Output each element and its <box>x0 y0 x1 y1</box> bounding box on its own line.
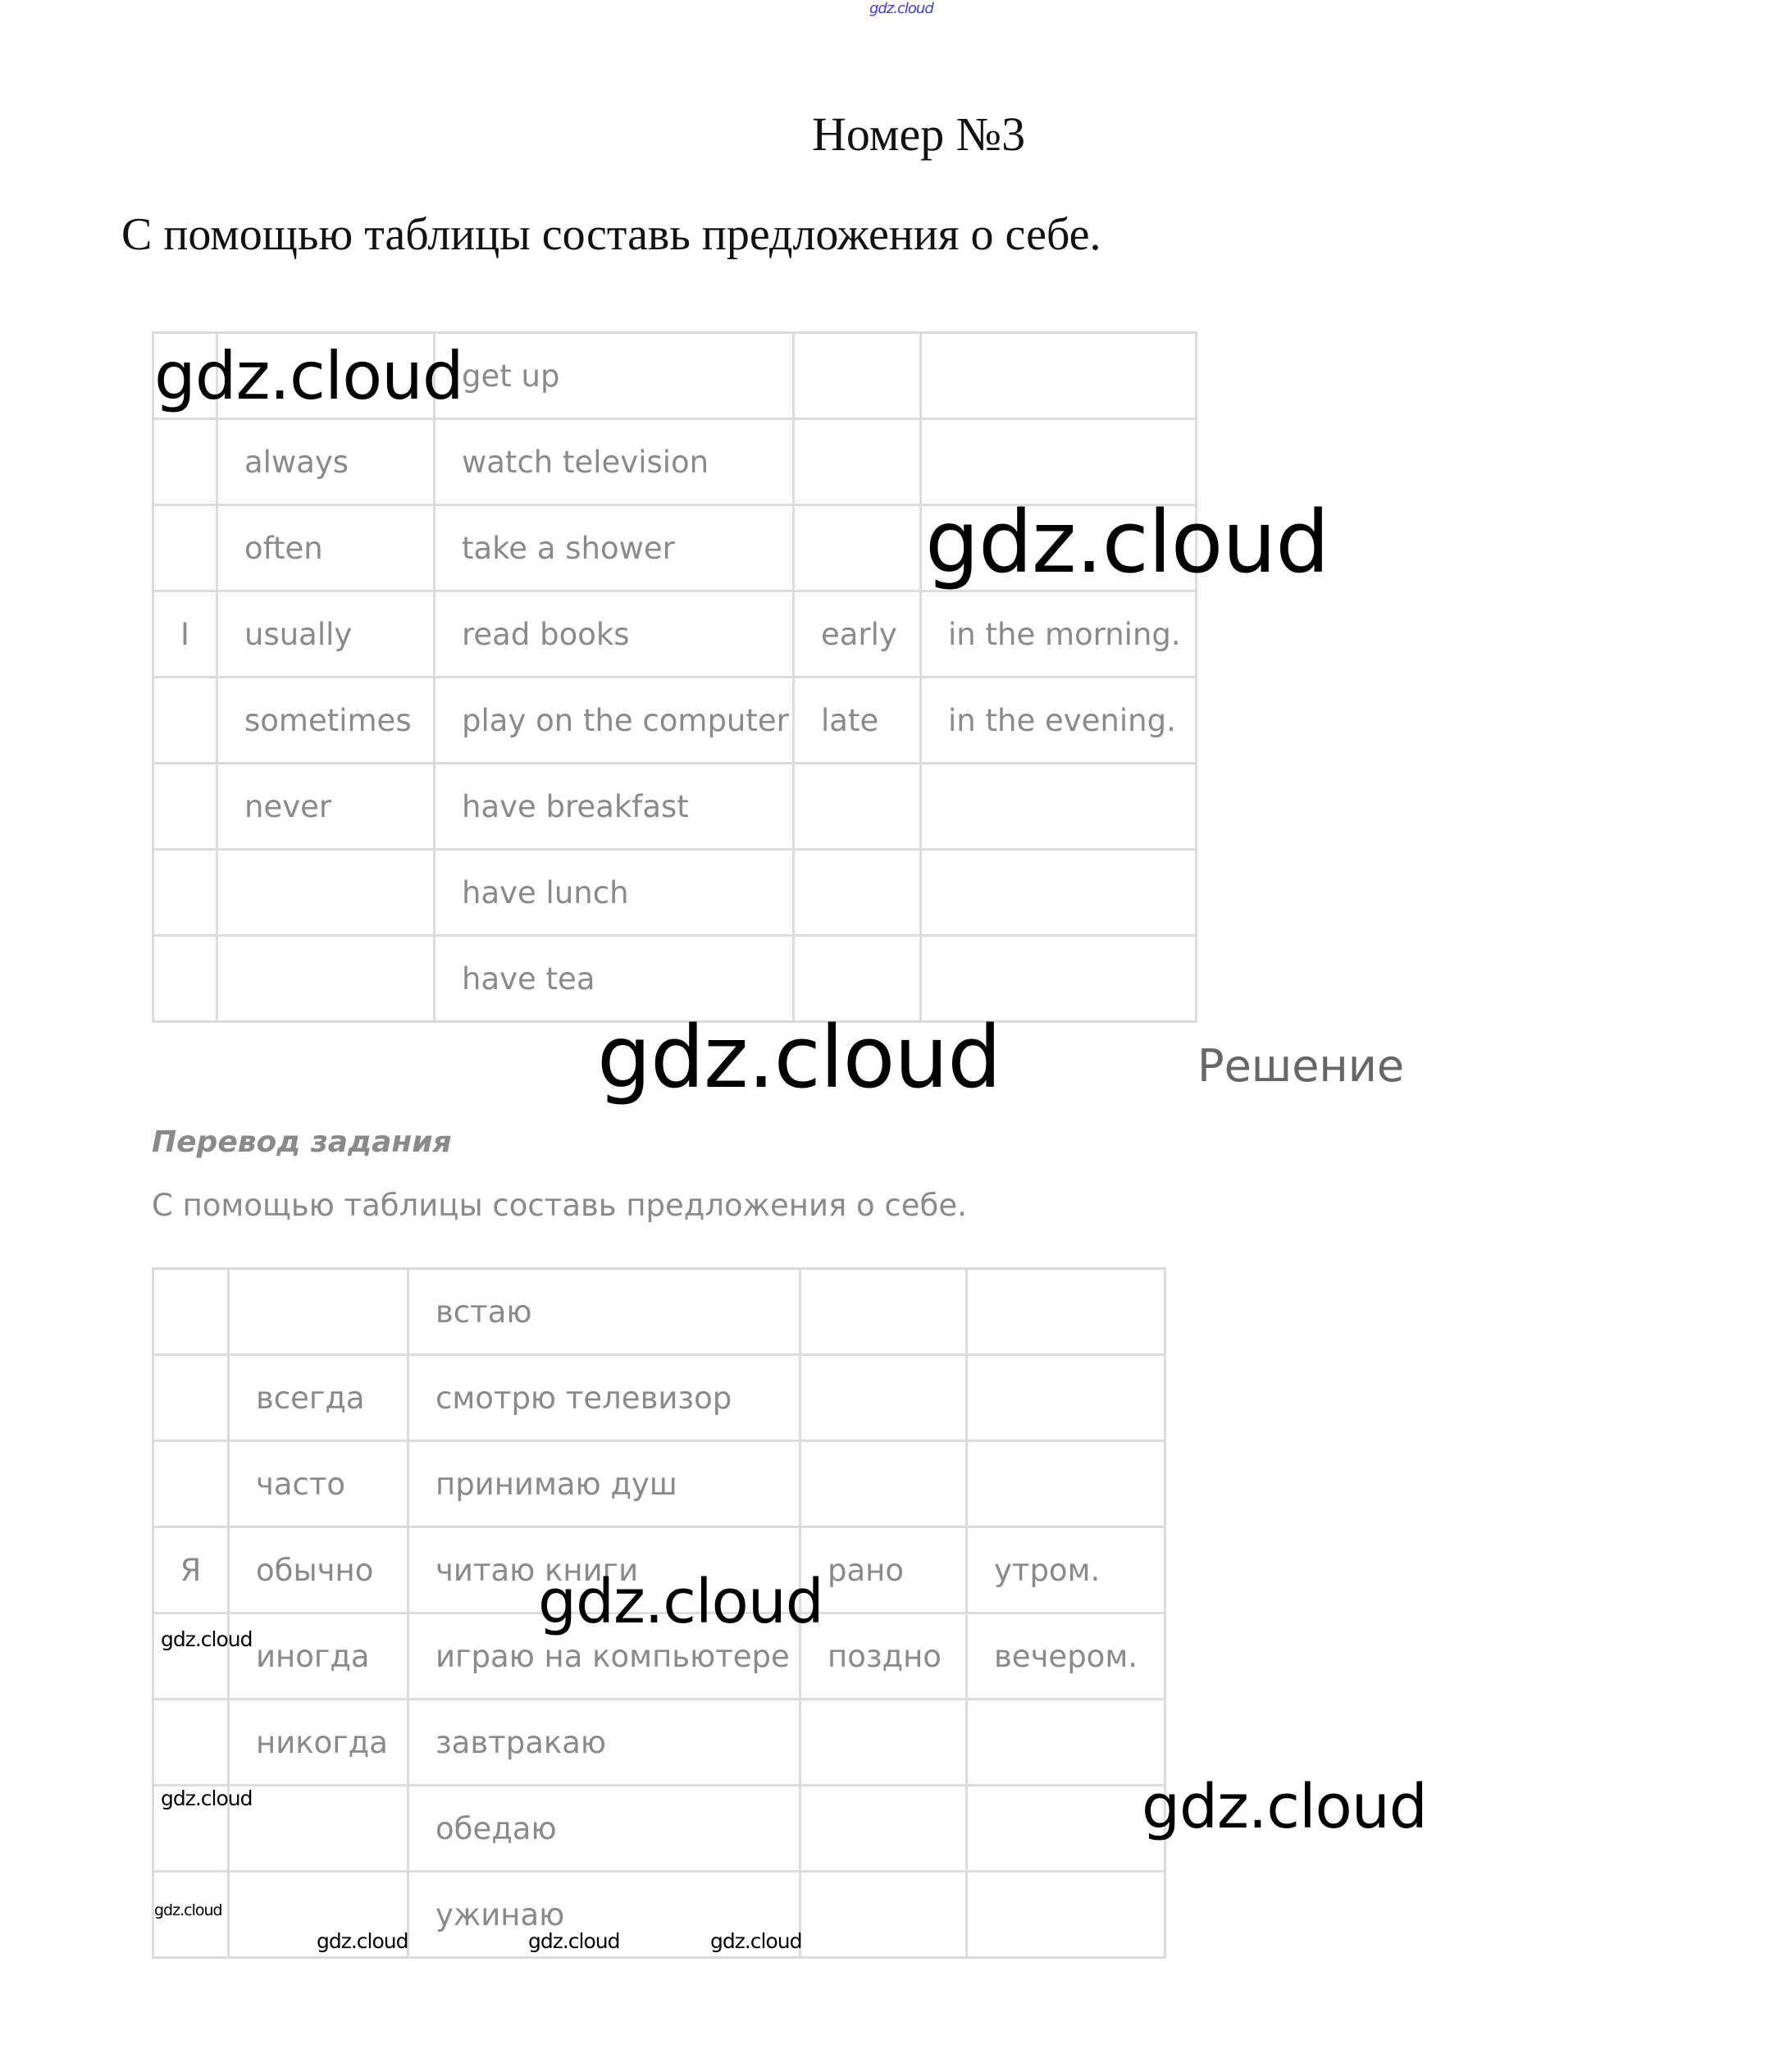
table-cell: встаю <box>408 1269 800 1355</box>
table-cell <box>967 1786 1165 1872</box>
table-cell <box>967 1269 1165 1355</box>
table-row <box>153 1786 1165 1872</box>
table-cell: обычно <box>229 1527 408 1613</box>
table-cell: early <box>794 591 921 678</box>
table-row <box>153 850 1197 936</box>
table-cell: играю на компьютере <box>408 1613 800 1700</box>
watermark-text: gdz.cloud <box>597 1007 1001 1107</box>
english-table <box>152 331 1197 1023</box>
table-cell <box>794 850 921 936</box>
translation-heading: Перевод задания <box>152 1125 452 1159</box>
watermark-text: gdz.cloud <box>317 1929 408 1953</box>
table-cell <box>153 764 217 850</box>
table-cell: Я <box>153 1527 229 1613</box>
table-row <box>153 764 1197 850</box>
table-cell <box>967 1355 1165 1441</box>
watermark-text: gdz.cloud <box>528 1929 620 1953</box>
table-cell <box>153 1613 229 1700</box>
table-cell <box>153 1269 229 1355</box>
header-watermark: gdz.cloud <box>869 0 933 17</box>
table-cell: поздно <box>800 1613 967 1700</box>
table-cell <box>153 678 217 764</box>
table-cell <box>794 505 921 591</box>
translation-text: С помощью таблицы составь предложения о себе. <box>152 1188 967 1223</box>
table-cell: have tea <box>435 936 794 1022</box>
table-cell: late <box>794 678 921 764</box>
table-cell: always <box>217 419 435 505</box>
table-cell: play on the computer <box>435 678 794 764</box>
watermark-text: gdz.cloud <box>538 1567 823 1637</box>
table-cell <box>794 419 921 505</box>
table-cell <box>967 1700 1165 1786</box>
table-cell <box>800 1441 967 1527</box>
table-cell <box>153 1441 229 1527</box>
table-cell: вечером. <box>967 1613 1165 1700</box>
table-row <box>153 678 1197 764</box>
table-cell <box>794 764 921 850</box>
table-cell: have lunch <box>435 850 794 936</box>
table-cell: часто <box>229 1441 408 1527</box>
table-cell <box>217 936 435 1022</box>
table-cell <box>921 764 1197 850</box>
table-cell: иногда <box>229 1613 408 1700</box>
table-row <box>153 1872 1165 1958</box>
table-cell: have breakfast <box>435 764 794 850</box>
table-cell: завтракаю <box>408 1700 800 1786</box>
table-cell: утром. <box>967 1527 1165 1613</box>
table-row <box>153 1355 1165 1441</box>
table-cell <box>800 1269 967 1355</box>
table-cell: обедаю <box>408 1786 800 1872</box>
watermark-text: gdz.cloud <box>154 338 463 414</box>
watermark-text: gdz.cloud <box>925 492 1329 592</box>
table-cell <box>921 333 1197 419</box>
table-cell <box>967 1872 1165 1958</box>
table-cell: принимаю душ <box>408 1441 800 1527</box>
watermark-text: gdz.cloud <box>1142 1772 1427 1842</box>
table-cell: read books <box>435 591 794 678</box>
english-table-body <box>153 333 1197 1022</box>
table-cell <box>153 936 217 1022</box>
table-cell <box>153 1700 229 1786</box>
table-cell <box>229 1786 408 1872</box>
table-cell: take a shower <box>435 505 794 591</box>
table-cell: sometimes <box>217 678 435 764</box>
table-cell <box>153 505 217 591</box>
table-cell: читаю книги <box>408 1527 800 1613</box>
table-row <box>153 1441 1165 1527</box>
table-cell <box>800 1786 967 1872</box>
table-cell <box>800 1872 967 1958</box>
watermark-text: gdz.cloud <box>710 1929 802 1953</box>
table-cell: всегда <box>229 1355 408 1441</box>
watermark-text: gdz.cloud <box>161 1786 253 1810</box>
task-text: С помощью таблицы составь предложения о себе. <box>121 209 1101 260</box>
table-cell: ужинаю <box>408 1872 800 1958</box>
watermark-text: gdz.cloud <box>154 1901 222 1919</box>
table-cell: никогда <box>229 1700 408 1786</box>
table-cell: get up <box>435 333 794 419</box>
table-cell <box>800 1355 967 1441</box>
table-cell: often <box>217 505 435 591</box>
table-cell: in the evening. <box>921 678 1197 764</box>
table-cell <box>153 850 217 936</box>
table-cell <box>967 1441 1165 1527</box>
table-row <box>153 1700 1165 1786</box>
table-cell <box>921 850 1197 936</box>
table-row <box>153 591 1197 678</box>
table-cell: watch television <box>435 419 794 505</box>
table-cell: I <box>153 591 217 678</box>
table-cell <box>217 850 435 936</box>
table-cell: смотрю телевизор <box>408 1355 800 1441</box>
table-cell: in the morning. <box>921 591 1197 678</box>
table-cell <box>800 1700 967 1786</box>
solution-label: Решение <box>1197 1040 1405 1092</box>
table-cell: never <box>217 764 435 850</box>
table-row <box>153 1269 1165 1355</box>
table-cell: usually <box>217 591 435 678</box>
page-title: Номер №3 <box>812 107 1026 161</box>
table-cell <box>794 333 921 419</box>
table-cell <box>229 1269 408 1355</box>
table-cell: рано <box>800 1527 967 1613</box>
table-cell <box>153 1355 229 1441</box>
table-cell <box>153 419 217 505</box>
watermark-text: gdz.cloud <box>161 1627 253 1651</box>
